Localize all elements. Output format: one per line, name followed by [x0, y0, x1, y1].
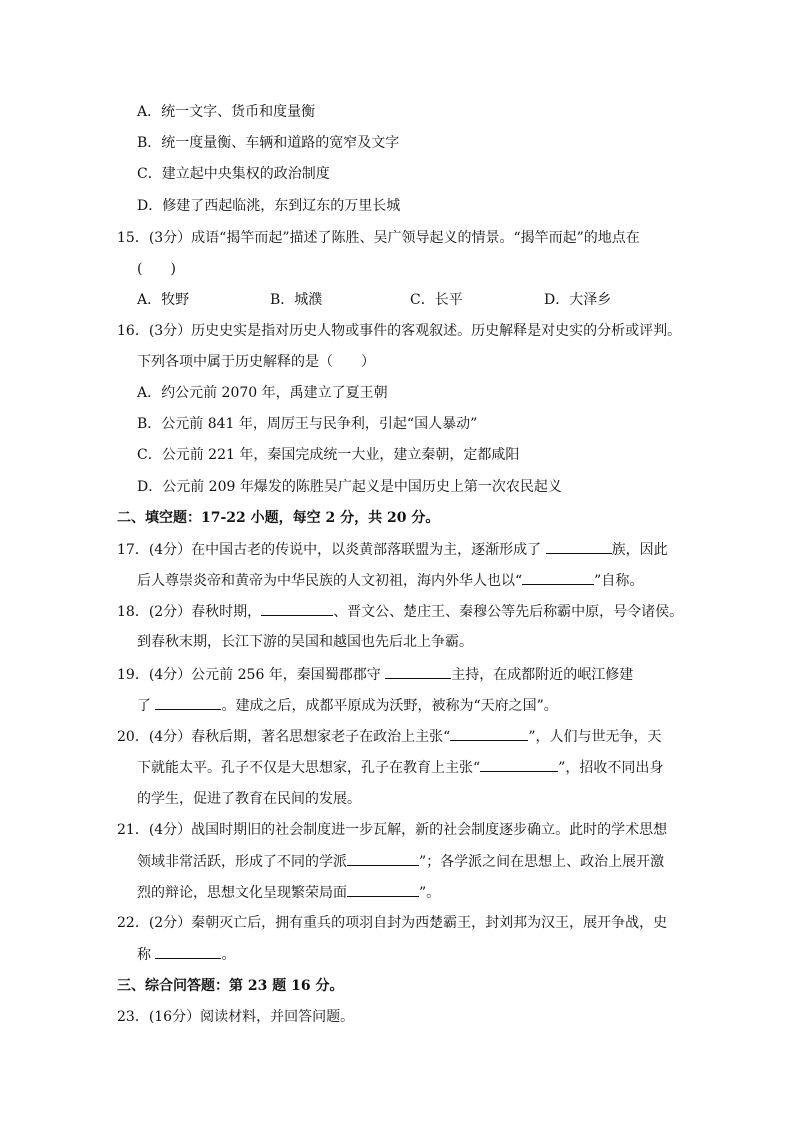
q19-text-c: 了	[137, 698, 151, 714]
q15-option-a: A．牧野	[137, 292, 190, 308]
q15-stem: 15．(3分）成语“揭竿而起”描述了陈胜、吴广领导起义的情景。“揭竿而起”的地点在	[117, 230, 640, 246]
q20-line3: 的学生，促进了教育在民间的发展。	[137, 791, 361, 807]
q16-stem-line1: 16．(3分）历史史实是指对历史人物或事件的客观叙述。历史解释是对史实的分析或评判。	[117, 323, 682, 339]
q17-line2	[137, 570, 643, 591]
q20-text-d: ”，招收不同出身	[558, 760, 664, 776]
q18-text-b: 、晋文公、楚庄王、秦穆公等先后称霸中原，号令诸侯。	[333, 604, 684, 620]
q20-text-b: ”，人们与世无争，天	[528, 729, 662, 745]
q15-option-c: C．长平	[410, 292, 463, 308]
q22-line1: 22．(2分）秦朝灭亡后，拥有重兵的项羽自封为西楚霸王，封刘邦为汉王，展开争战，史	[117, 915, 668, 931]
answer-blank	[450, 726, 528, 741]
q15-answer-paren: ( )	[137, 261, 176, 277]
q17-text-b: 族，因此	[611, 542, 668, 558]
answer-blank	[385, 664, 451, 679]
q17-line1	[117, 539, 668, 560]
q21-text-c: ”；各学派之间在思想上、政治上展开激	[419, 854, 665, 870]
q22-text-b: 称	[137, 947, 151, 963]
q20-line2	[137, 757, 663, 778]
q17-text-d: ”自称。	[594, 573, 644, 589]
q21-line2	[137, 851, 664, 872]
q22-text-c: 。	[221, 947, 236, 963]
answer-blank	[261, 601, 333, 616]
q18-line1	[117, 601, 683, 622]
q17-text-c: 后人尊崇炎帝和黄帝为中华民族的人文初祖，海内外华人也以“	[137, 573, 523, 589]
answer-blank	[546, 539, 612, 554]
answer-blank	[155, 695, 221, 710]
answer-blank	[347, 851, 419, 866]
answer-blank	[522, 570, 594, 585]
q15-option-b: B．城濮	[270, 292, 323, 308]
q19-line1	[117, 664, 633, 685]
section-2-heading: 二、填空题：17-22 小题，每空 2 分，共 20 分。	[117, 510, 440, 526]
q18-text-a: 18．(2分）春秋时期，	[117, 604, 262, 620]
q16-option-b: B．公元前 841 年，周厉王与民争利，引起“国人暴动”	[137, 416, 478, 432]
q20-text-c: 下就能太平。孔子不仅是大思想家，孔子在教育上主张“	[137, 760, 481, 776]
q23-stem: 23．(16分）阅读材料，并回答问题。	[117, 1009, 355, 1025]
q21-text-b: 领域非常活跃，形成了不同的学派	[137, 854, 347, 870]
q19-text-b: 主持，在成都附近的岷江修建	[451, 667, 634, 683]
q17-text-a: 17．(4分）在中国古老的传说中，以炎黄部落联盟为主，逐渐形成了	[117, 542, 542, 558]
q20-text-a: 20．(4分）春秋后期，著名思想家老子在政治上主张“	[117, 729, 451, 745]
q19-text-d: 。建成之后，成都平原成为沃野，被称为“天府之国”。	[221, 698, 558, 714]
q22-line2	[137, 944, 235, 965]
q21-line3	[137, 882, 440, 903]
q14-option-d: D．修建了西起临洮，东到辽东的万里长城	[137, 198, 401, 214]
q14-option-c: C．建立起中央集权的政治制度	[137, 166, 330, 182]
q14-option-b: B．统一度量衡、车辆和道路的宽窄及文字	[137, 135, 400, 151]
q19-text-a: 19．(4分）公元前 256 年，秦国蜀郡郡守	[117, 667, 381, 683]
q18-line2: 到春秋末期，长江下游的吴国和越国也先后北上争霸。	[137, 634, 473, 650]
q16-option-a: A．约公元前 2070 年，禹建立了夏王朝	[137, 385, 388, 401]
answer-blank	[480, 757, 558, 772]
q20-line1	[117, 726, 662, 747]
q14-option-a: A．统一文字、货币和度量衡	[137, 104, 316, 120]
q16-stem-line2: 下列各项中属于历史解释的是（ ）	[137, 354, 375, 370]
q21-line1: 21．(4分）战国时期旧的社会制度进一步瓦解，新的社会制度逐步确立。此时的学术思想	[117, 822, 668, 838]
q15-option-d: D．大泽乡	[544, 292, 612, 308]
q16-option-c: C．公元前 221 年，秦国完成统一大业，建立秦朝，定都咸阳	[137, 447, 520, 463]
q21-text-e: ”。	[419, 885, 441, 901]
q16-option-d: D．公元前 209 年爆发的陈胜吴广起义是中国历史上第一次农民起义	[137, 479, 562, 495]
section-3-heading: 三、综合问答题：第 23 题 16 分。	[117, 978, 344, 994]
answer-blank	[347, 882, 419, 897]
answer-blank	[155, 944, 221, 959]
q19-line2	[137, 695, 558, 716]
q21-text-d: 烈的辩论，思想文化呈现繁荣局面	[137, 885, 347, 901]
